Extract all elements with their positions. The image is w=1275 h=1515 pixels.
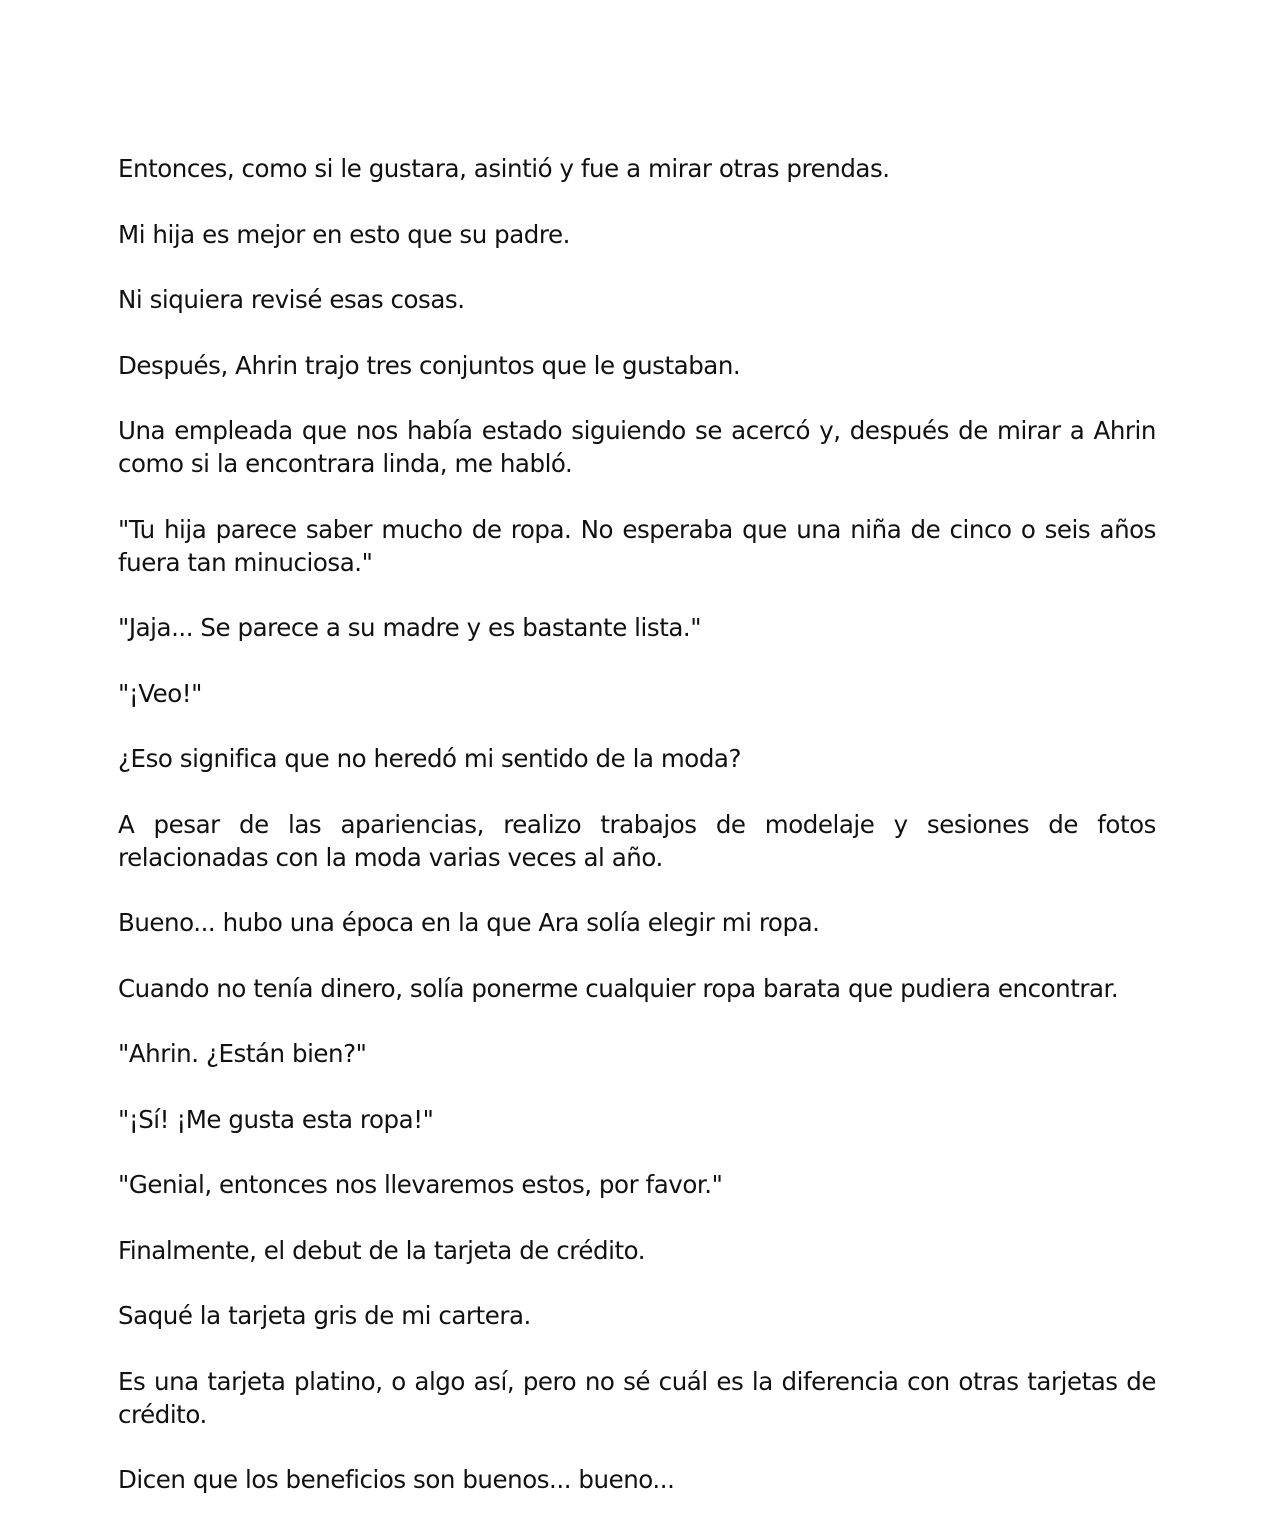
paragraph: Cuando no tenía dinero, solía ponerme cualquier ropa barata que pudiera encontrar.: [118, 973, 1119, 1003]
paragraph: ¿Eso significa que no heredó mi sentido de la moda?: [118, 744, 742, 773]
paragraph: Después, Ahrin trajo tres conjuntos que le gustaban.: [118, 350, 741, 380]
paragraph: Mi hija es mejor en esto que su padre.: [118, 219, 570, 249]
paragraph: Finalmente, el debut de la tarjeta de crédito.: [118, 1235, 646, 1265]
paragraph: Una empleada que nos había estado siguiendo se acercó y, después de mirar a Ahrin como si la encontrara linda, me habló.: [118, 416, 1156, 478]
paragraph: "Tu hija parece saber mucho de ropa. No esperaba que una niña de cinco o seis años fuera tan minuciosa.": [118, 514, 1156, 577]
paragraph: "Jaja... Se parece a su madre y es bastante lista.": [118, 613, 702, 642]
paragraph: "Genial, entonces nos llevaremos estos, por favor.": [118, 1170, 723, 1199]
paragraph: "¡Sí! ¡Me gusta esta ropa!": [118, 1104, 434, 1134]
paragraph: Dicen que los beneficios son buenos... bueno...: [118, 1465, 675, 1494]
paragraph: Es una tarjeta platino, o algo así, pero no sé cuál es la diferencia con otras tarjetas de crédito.: [118, 1366, 1156, 1429]
document-page: [118, 152, 1156, 1496]
paragraph: A pesar de las apariencias, realizo trabajos de modelaje y sesiones de fotos relacionadas con la moda varias veces al año.: [118, 809, 1156, 872]
paragraph: "Ahrin. ¿Están bien?": [118, 1039, 367, 1068]
paragraph: "¡Veo!": [118, 678, 202, 708]
paragraph: Entonces, como si le gustara, asintió y fue a mirar otras prendas.: [118, 154, 890, 183]
paragraph: Saqué la tarjeta gris de mi cartera.: [118, 1301, 531, 1330]
paragraph: Bueno... hubo una época en la que Ara solía elegir mi ropa.: [118, 908, 820, 937]
paragraph: Ni siquiera revisé esas cosas.: [118, 285, 465, 314]
